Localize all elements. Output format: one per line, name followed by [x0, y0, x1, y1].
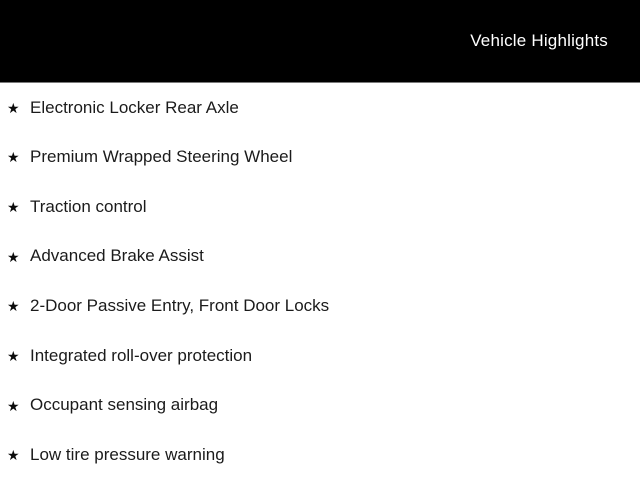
feature-label: 2-Door Passive Entry, Front Door Locks — [30, 296, 330, 316]
feature-label: Electronic Locker Rear Axle — [30, 97, 239, 117]
star-icon: ★ — [7, 199, 20, 216]
feature-label: Advanced Brake Assist — [30, 246, 204, 266]
list-item — [0, 232, 640, 282]
list-item — [0, 182, 640, 232]
header-bar — [0, 0, 640, 83]
list-item — [0, 331, 640, 381]
page-title: Vehicle Highlights — [470, 31, 608, 50]
star-icon: ★ — [7, 447, 20, 464]
star-icon: ★ — [7, 298, 20, 315]
feature-label: Low tire pressure warning — [30, 444, 225, 464]
list-item — [0, 381, 640, 431]
feature-label: Occupant sensing airbag — [30, 395, 219, 415]
feature-label: Premium Wrapped Steering Wheel — [30, 147, 293, 167]
star-icon: ★ — [7, 347, 20, 364]
list-item — [0, 282, 640, 332]
feature-label: Integrated roll-over protection — [30, 345, 253, 365]
star-icon: ★ — [7, 149, 20, 166]
list-item — [0, 83, 640, 133]
star-icon: ★ — [7, 248, 20, 265]
list-item — [0, 430, 640, 480]
feature-list — [0, 83, 640, 480]
list-item — [0, 133, 640, 183]
star-icon: ★ — [7, 99, 20, 116]
feature-label: Traction control — [30, 196, 147, 216]
star-icon: ★ — [7, 397, 20, 414]
